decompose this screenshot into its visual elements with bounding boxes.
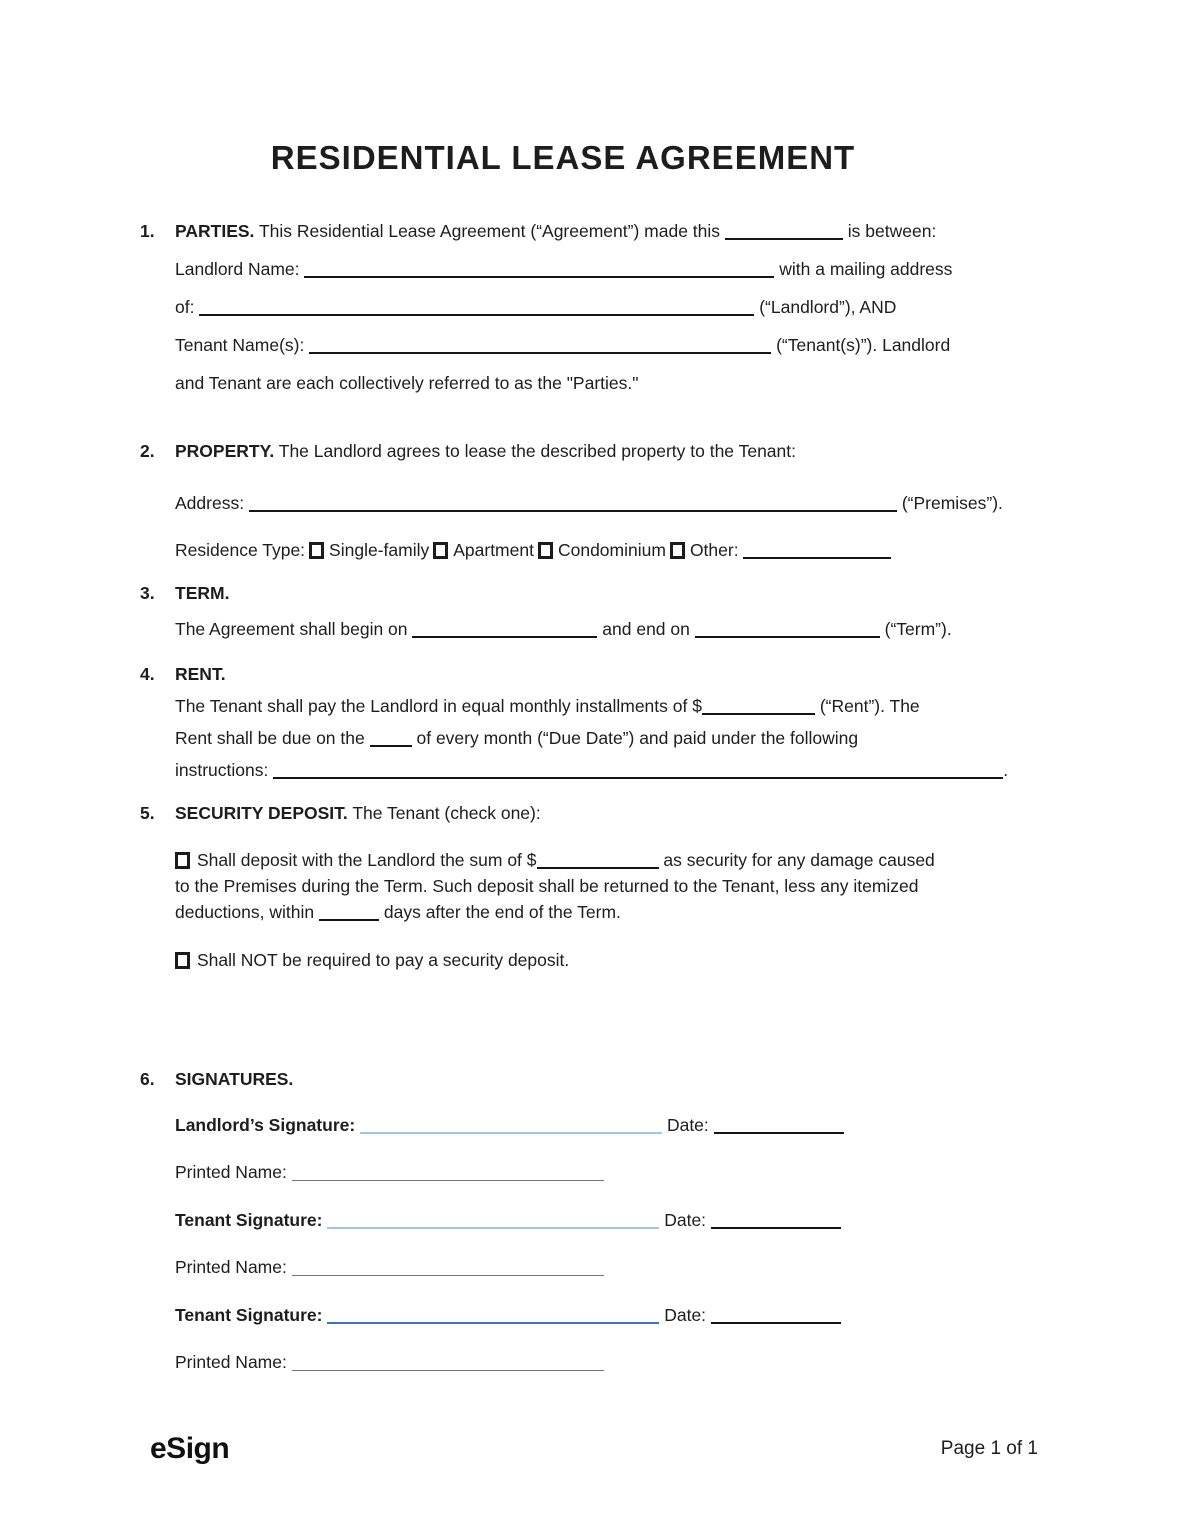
section-signatures [140,1067,1126,1374]
page-footer [150,1432,1038,1466]
agreement-date-blank[interactable] [725,228,843,240]
payment-instructions-line: instructions: . [175,760,1009,780]
landlord-signature-line[interactable] [360,1122,662,1134]
no-deposit-checkbox[interactable] [175,952,190,969]
document-title: RESIDENTIAL LEASE AGREEMENT [270,139,856,176]
section-rent [140,662,1126,782]
section-number: 4. [140,664,155,684]
page-indicator: Page 1 of 1 [940,1438,1038,1459]
landlord-signature-row: Landlord’s Signature: Date: [175,1113,1126,1137]
deposit-option-line-3: deductions, within days after the end of the Term. [175,902,621,922]
section-heading: RENT. [175,664,226,684]
section-number: 1. [140,221,155,241]
section-heading: TERM. [175,583,230,603]
deposit-required-checkbox[interactable] [175,852,190,869]
tenant2-printed-name-blank[interactable] [292,1359,604,1371]
landlord-address-blank[interactable] [199,304,754,316]
esign-logo: eSign [150,1432,230,1465]
tenant1-signature-row: Tenant Signature: Date: [175,1208,1126,1232]
section-number: 5. [140,803,155,823]
apartment-checkbox[interactable] [433,542,448,559]
landlord-date-blank[interactable] [714,1122,844,1134]
tenant-names-blank[interactable] [309,342,771,354]
tenant2-signature-row: Tenant Signature: Date: [175,1303,1126,1327]
payment-instructions-blank[interactable] [273,767,1003,779]
landlord-name-line: Landlord Name: with a mailing address [175,259,953,279]
rent-due-day-blank[interactable] [370,735,412,747]
section-heading: SECURITY DEPOSIT. [175,803,348,823]
tenant1-signature-line[interactable] [327,1217,659,1229]
no-deposit-option-line: Shall NOT be required to pay a security deposit. [175,948,1126,972]
tenant1-date-blank[interactable] [711,1217,841,1229]
other-checkbox[interactable] [670,542,685,559]
tenant2-signature-line[interactable] [327,1312,659,1324]
section-number: 2. [140,441,155,461]
section-security-deposit: 5. SECURITY DEPOSIT. The Tenant (check one): Shall deposit with the Landlord the sum of $ as security for any damage caused to the Premises during the Term. Such deposit shall be returned to the Tenant, less any itemized deductions, within days after the end of the Term. Shall NOT be required to pay a security deposit. [140,801,1126,972]
deposit-option-line-2: to the Premises during the Term. Such deposit shall be returned to the Tenant, less any itemized [175,876,919,896]
premises-address-blank[interactable] [249,500,897,512]
rent-amount-line: The Tenant shall pay the Landlord in equal monthly installments of $ (“Rent”). The [175,696,920,716]
rent-due-line: Rent shall be due on the of every month (“Due Date”) and paid under the following [175,728,859,748]
rent-amount-blank[interactable] [702,703,815,715]
deposit-amount-blank[interactable] [537,857,659,869]
single-family-checkbox[interactable] [309,542,324,559]
parties-intro-line: PARTIES. This Residential Lease Agreement (“Agreement”) made this is between: [175,221,937,241]
tenant1-printed-name-row: Printed Name: [175,1255,1126,1279]
landlord-address-line: of: (“Landlord”), AND [175,297,897,317]
landlord-printed-name-blank[interactable] [292,1169,604,1181]
term-end-date-blank[interactable] [695,626,880,638]
landlord-printed-name-row: Printed Name: [175,1160,1126,1184]
premises-address-line: Address: (“Premises”). [175,493,1003,513]
tenant2-printed-name-row: Printed Name: [175,1350,1126,1374]
deposit-option-line-1: Shall deposit with the Landlord the sum of $ as security for any damage caused [175,847,1126,873]
section-number: 6. [140,1069,155,1089]
tenant1-printed-name-blank[interactable] [292,1264,604,1276]
other-residence-blank[interactable] [743,547,891,559]
landlord-name-blank[interactable] [304,266,774,278]
parties-closing-line: and Tenant are each collectively referred to as the "Parties." [175,373,639,393]
section-term [140,581,1126,641]
section-property: 2. PROPERTY. The Landlord agrees to lease the described property to the Tenant: Address: (“Premises”). Residence Type: Single-family Apartment Condominium Other: [140,439,1126,562]
residence-type-line: Residence Type: Single-family Apartment Condominium Other: [175,538,1126,562]
section-heading: SIGNATURES. [175,1069,294,1089]
term-dates-line: The Agreement shall begin on and end on (“Term”). [175,619,952,639]
tenant2-date-blank[interactable] [711,1312,841,1324]
section-parties [140,219,1126,395]
condominium-checkbox[interactable] [538,542,553,559]
deposit-return-days-blank[interactable] [319,909,379,921]
section-heading: PROPERTY. [175,441,275,461]
section-heading: PARTIES. [175,221,255,241]
tenant-names-line: Tenant Name(s): (“Tenant(s)”). Landlord [175,335,951,355]
section-number: 3. [140,583,155,603]
term-start-date-blank[interactable] [412,626,597,638]
